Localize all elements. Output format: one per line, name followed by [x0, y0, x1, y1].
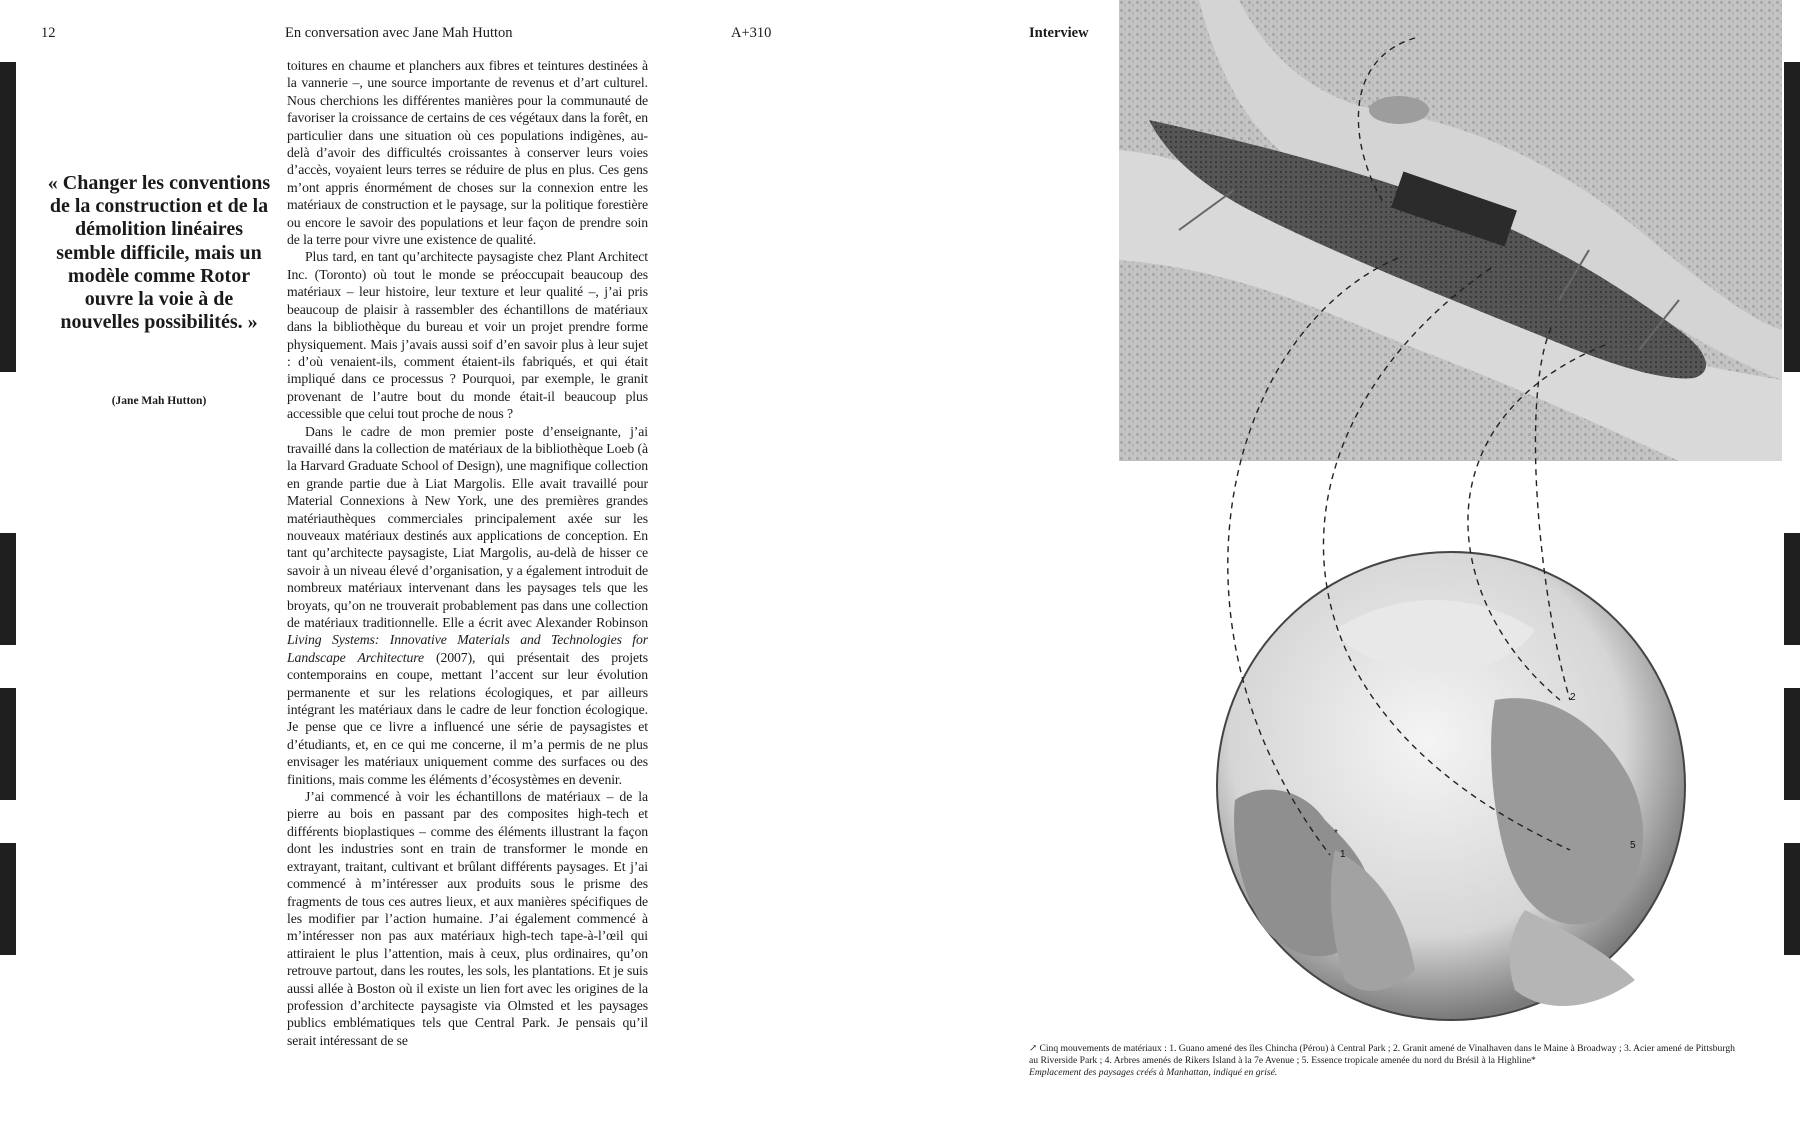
running-title: En conversation avec Jane Mah Hutton	[285, 25, 513, 41]
body-paragraph: Plus tard, en tant qu’architecte paysagiste chez Plant Architect Inc. (Toronto) où tout le monde se préoccupait beaucoup des matériaux – leur histoire, leur texture et leur qualité –, j’ai pris beaucoup de plaisir à rassembler des échantillons de matériaux dans la bibliothèque du bureau et voir un projet prendre forme physiquement. Mais j’avais aussi soif d’en savoir plus à leur sujet : d’où venaient-ils, comment étaient-ils fabriqués, et qui était impliqué dans ce processus ? Pourquoi, par exemple, le granit provenant de l’autre bout du monde était-il beaucoup plus accessible que celui tout proche de nous ?	[287, 249, 648, 422]
pull-quote: « Changer les conventions de la construction et de la démolition linéaires semble difficile, mais un modèle comme Rotor ouvre la voie à de nouvelles possibilités. »	[47, 172, 271, 334]
route-marker: 2	[1570, 692, 1576, 703]
edge-tab	[1784, 843, 1800, 955]
issue-number: A+310	[731, 25, 772, 41]
page-number: 12	[41, 25, 56, 41]
caption-note: Emplacement des paysages créés à Manhattan, indiqué en grisé.	[1029, 1066, 1278, 1078]
caption-arrow-icon: ↗	[1029, 1043, 1038, 1054]
edge-tab	[1784, 688, 1800, 800]
edge-tab	[1784, 533, 1800, 645]
body-paragraph: J’ai commencé à voir les échantillons de matériaux – de la pierre au bois en passant par des composites high-tech et différents bioplastiques – comme des éléments illustrant la façon dont les industries sont en train de transformer le monde en extrayant, traitant, cultivant et brûlant différents paysages. Et j’ai commencé à m’intéresser aux produits sous le prisme des fragments de tous ces autres lieux, et aux manières spécifiques de les modifier par l’action humaine. J’ai également commencé à m’intéresser non pas aux matériaux high-tech tape-à-l’œil qui attiraient le plus l’attention, mais à ceux, plus ordinaires, qu’on retrouve partout, dans les routes, les sols, les plantations. Et je suis aussi allée à Boston où il existe un lien fort avec les origines de la profession d’architecte paysagiste via Olmsted et les paysages publics emblématiques tels que Central Park. Je pensais qu’il serait intéressant de se	[287, 789, 648, 1048]
body-paragraph: toitures en chaume et planchers aux fibres et teintures destinées à la vannerie –, une source importante de revenus et d’art culturel. Nous cherchions les différentes manières pour la communauté de favoriser la croissance de certains de ces végétaux dans la forêt, en particulier dans une situation où ces populations indigènes, au-delà d’avoir des difficultés croissantes à conserver leurs voies d’accès, voyaient leurs terres se réduire de plus en plus. Ces gens m’ont appris énormément de choses sur la connexion entre les matériaux de construction et le paysage, sur la politique forestière ou encore le savoir des populations et leur façon de prendre soin de la terre pour vivre une existence de qualité.	[287, 58, 648, 248]
edge-tab	[1784, 62, 1800, 372]
figure-caption	[1029, 1043, 1744, 1078]
edge-tab	[0, 688, 16, 800]
book-title: Living Systems: Innovative Materials and Technologies for Landscape Architecture	[287, 632, 648, 665]
pull-quote-author: (Jane Mah Hutton)	[111, 395, 207, 407]
article-body	[287, 57, 648, 1049]
edge-tab	[0, 62, 16, 372]
body-paragraph-text: Dans le cadre de mon premier poste d’enseignante, j’ai travaillé dans la collection de matériaux de la bibliothèque Loeb (à la Harvard Graduate School of Design), une magnifique collection en grande partie due à Liat Margolis. Elle avait travaillé pour Material Connexions à New York, une des premières grandes matériauthèques commerciales principalement axée sur les nouveaux matériaux destinés aux applications de conception. En tant qu’architecte paysagiste, Liat Margolis, au-delà de hisser ce savoir à un niveau élevé d’organisation, y a également introduit de nombreux matériaux intervenant dans les paysages tels que les broyats, qu’on ne trouverait probablement pas dans une collection de matériaux traditionnelle. Elle a écrit avec Alexander Robinson	[287, 423, 648, 630]
section-title: Interview	[1029, 25, 1089, 41]
edge-tab	[0, 843, 16, 955]
globe-illustration	[1215, 550, 1687, 1022]
route-marker: *	[1334, 828, 1338, 839]
manhattan-aerial-photo	[1119, 0, 1782, 461]
caption-text: Cinq mouvements de matériaux : 1. Guano amené des îles Chincha (Pérou) à Central Park ; 2. Granit amené de Vinalhaven dans le Maine à Broadway ; 3. Acier amené de Pittsburgh au Riverside Park ; 4. Arbres amenés de Rikers Island à la 7e Avenue ; 5. Essence tropicale amenée du nord du Brésil à la Highline*	[1029, 1043, 1735, 1066]
body-paragraph	[287, 423, 648, 789]
edge-tab	[0, 533, 16, 645]
route-marker: 1	[1340, 849, 1346, 860]
body-paragraph-text: (2007), qui présentait des projets contemporains en coupe, mettant l’accent sur leur évolution permanente et sur les relations écologiques, et par ailleurs intégrant les matériaux dans le cadre de leur fonction écologique. Je pense que ce livre a influencé une série de paysagistes et d’étudiants, et, en ce qui me concerne, il m’a permis de ne plus envisager les matériaux uniquement comme des surfaces ou des finitions, mais comme les éléments d’écosystèmes en devenir.	[287, 649, 648, 787]
route-marker: 5	[1630, 840, 1636, 851]
